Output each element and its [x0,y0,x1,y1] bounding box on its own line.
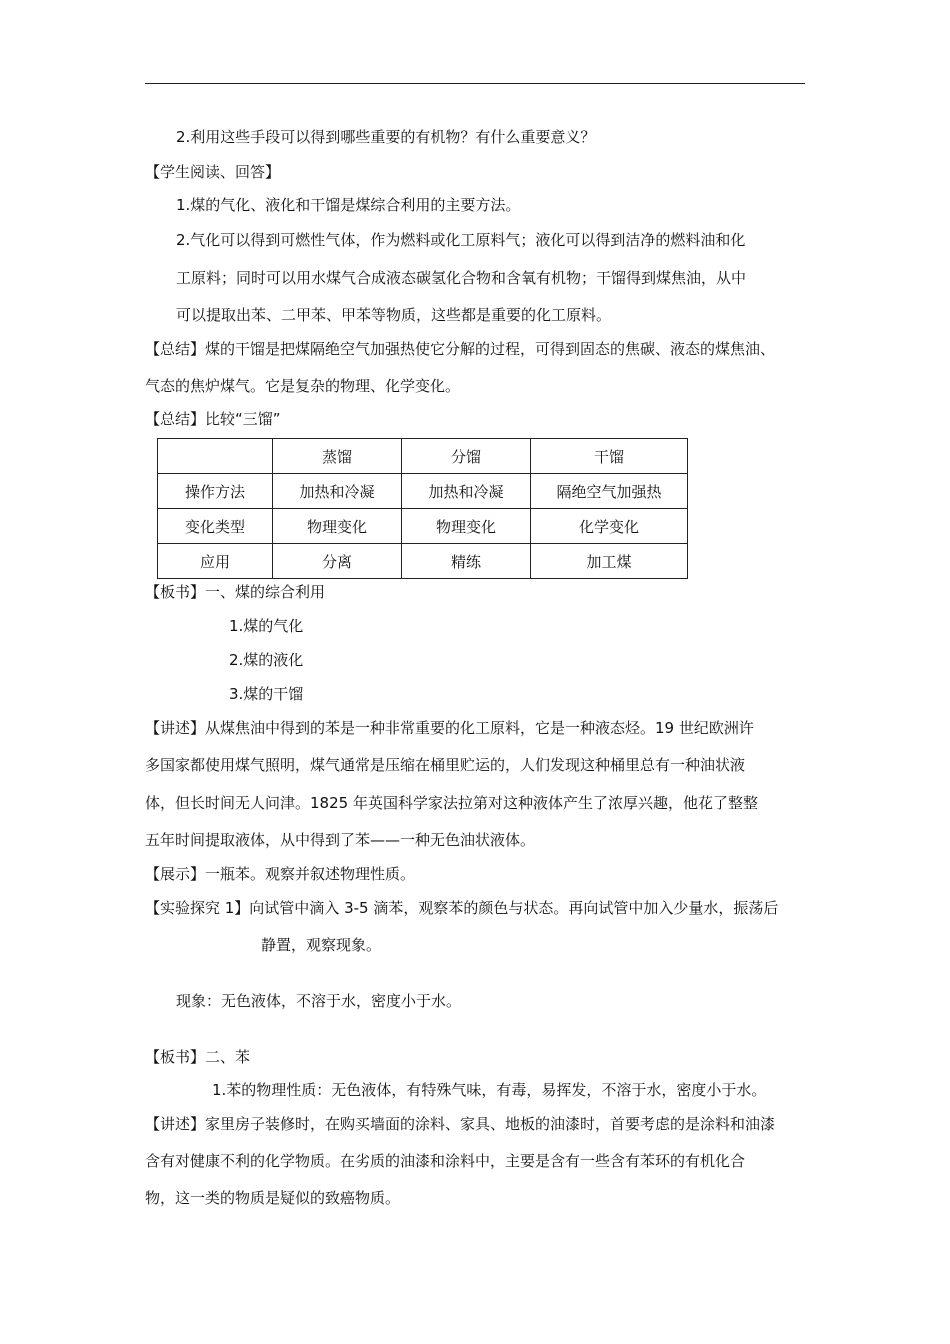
table-cell: 物理变化 [402,509,531,544]
lecture-2-line-1: 【讲述】家里房子装修时，在购买墙面的涂料、家具、地板的油漆时，首要考虑的是涂料和油漆 [145,1115,776,1133]
phenomenon-line: 现象：无色液体，不溶于水，密度小于水。 [176,992,462,1010]
summary-2: 【总结】比较“三馏” [145,410,281,428]
table-cell: 操作方法 [158,474,273,509]
lecture-2-line-3: 物，这一类的物质是疑似的致癌物质。 [145,1189,401,1207]
table-cell: 加热和冷凝 [402,474,531,509]
table-cell: 隔绝空气加强热 [531,474,688,509]
experiment-1-line-2: 静置，观察现象。 [261,936,382,954]
board-1-heading: 【板书】一、煤的综合利用 [145,583,326,601]
lecture-2-line-2: 含有对健康不利的化学物质。在劣质的油漆和涂料中，主要是含有一些含有苯环的有机化合 [145,1152,746,1170]
board-2-item-1: 1.苯的物理性质：无色液体，有特殊气味，有毒，易挥发，不溶于水，密度小于水。 [212,1081,767,1099]
experiment-1-line-1: 【实验探究 1】向试管中滴入 3-5 滴苯，观察苯的颜色与状态。再向试管中加入少量水，振荡后 [145,899,779,917]
question-2: 2.利用这些手段可以得到哪些重要的有机物？有什么重要意义？ [176,128,596,146]
summary-1-line-1: 【总结】煤的干馏是把煤隔绝空气加强热使它分解的过程，可得到固态的焦碳、液态的煤焦油、 [145,340,776,358]
table-cell: 化学变化 [531,509,688,544]
header-rule [145,83,805,84]
table-cell: 分馏 [402,439,531,474]
table-cell: 加热和冷凝 [273,474,402,509]
answer-1: 1.煤的气化、液化和干馏是煤综合利用的主要方法。 [176,196,521,214]
table-cell: 蒸馏 [273,439,402,474]
board-2-heading: 【板书】二、苯 [145,1048,251,1066]
answer-2-line-1: 2.气化可以得到可燃性气体，作为燃料或化工原料气；液化可以得到洁净的燃料油和化 [176,231,746,249]
board-1-item-1: 1.煤的气化 [229,617,304,635]
table-row [158,544,688,579]
table-header-row [158,439,688,474]
table-cell: 精练 [402,544,531,579]
distillation-comparison-table [157,438,688,579]
table-cell: 加工煤 [531,544,688,579]
table-cell [158,439,273,474]
table-row [158,474,688,509]
table-cell: 分离 [273,544,402,579]
table-cell: 变化类型 [158,509,273,544]
table-cell: 干馏 [531,439,688,474]
show-line: 【展示】一瓶苯。观察并叙述物理性质。 [145,865,416,883]
table-cell: 物理变化 [273,509,402,544]
table-row [158,509,688,544]
lecture-1-line-1: 【讲述】从煤焦油中得到的苯是一种非常重要的化工原料，它是一种液态烃。19 世纪欧洲许 [145,719,754,737]
lecture-1-line-4: 五年时间提取液体，从中得到了苯——一种无色油状液体。 [145,831,536,849]
table-cell: 应用 [158,544,273,579]
summary-1-line-2: 气态的焦炉煤气。它是复杂的物理、化学变化。 [145,377,461,395]
answer-2-line-2: 工原料；同时可以用水煤气合成液态碳氢化合物和含氧有机物；干馏得到煤焦油，从中 [176,269,747,287]
lecture-1-line-2: 多国家都使用煤气照明，煤气通常是压缩在桶里贮运的，人们发现这种桶里总有一种油状液 [145,756,746,774]
answer-2-line-3: 可以提取出苯、二甲苯、甲苯等物质，这些都是重要的化工原料。 [176,306,612,324]
board-1-item-2: 2.煤的液化 [229,651,304,669]
lecture-1-line-3: 体，但长时间无人问津。1825 年英国科学家法拉第对这种液体产生了浓厚兴趣，他花了整整 [145,794,758,812]
board-1-item-3: 3.煤的干馏 [229,685,304,703]
read-answer-heading: 【学生阅读、回答】 [145,163,281,181]
